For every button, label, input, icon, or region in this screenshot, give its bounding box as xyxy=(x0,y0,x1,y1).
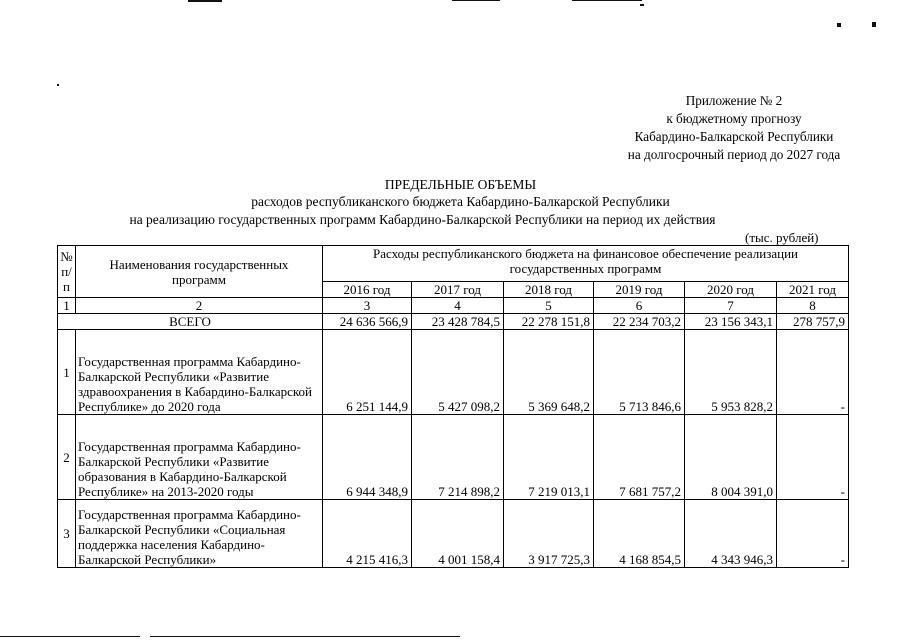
column-number: 4 xyxy=(412,298,504,314)
appendix-note xyxy=(560,92,905,164)
appendix-line: к бюджетному прогнозу xyxy=(666,111,802,126)
row-value: - xyxy=(777,500,849,568)
total-value: 278 757,9 xyxy=(777,314,849,330)
table-row xyxy=(58,500,849,568)
column-number: 3 xyxy=(323,298,412,314)
row-value: 4 215 416,3 xyxy=(323,500,412,568)
row-value: 8 004 391,0 xyxy=(685,415,777,500)
total-value: 23 156 343,1 xyxy=(685,314,777,330)
column-number: 6 xyxy=(594,298,685,314)
program-name: Государственная программа Кабардино-Балкарской Республики «Развитие образования в Кабардино-Балкарской Республике» на 2013-2020 годы xyxy=(76,415,323,500)
header-expenses: Расходы республиканского бюджета на финансовое обеспечение реализации государственных программ xyxy=(323,246,849,282)
document-subtitle-2: на реализацию государственных программ Кабардино-Балкарской Республики на период их действия xyxy=(129,212,716,227)
row-value: - xyxy=(777,415,849,500)
units-label: (тыс. рублей) xyxy=(745,230,819,245)
column-number: 7 xyxy=(685,298,777,314)
row-num: 2 xyxy=(58,415,76,500)
row-value: 4 168 854,5 xyxy=(594,500,685,568)
total-value: 23 428 784,5 xyxy=(412,314,504,330)
row-value: 5 713 846,6 xyxy=(594,330,685,415)
total-value: 22 278 151,8 xyxy=(504,314,594,330)
row-value: 4 343 946,3 xyxy=(685,500,777,568)
appendix-line: Кабардино-Балкарской Республики xyxy=(634,129,834,144)
row-value: 5 427 098,2 xyxy=(412,330,504,415)
header-program-name: Наименования государственных программ xyxy=(76,246,323,298)
appendix-line: Приложение № 2 xyxy=(685,93,783,108)
row-value: 4 001 158,4 xyxy=(412,500,504,568)
row-value: 5 953 828,2 xyxy=(685,330,777,415)
program-name: Государственная программа Кабардино-Балкарской Республики «Социальная поддержка населения Кабардино-Балкарской Республики» xyxy=(76,500,323,568)
row-num: 1 xyxy=(58,330,76,415)
document-title: ПРЕДЕЛЬНЫЕ ОБЪЕМЫ xyxy=(384,177,537,192)
row-value: 7 219 013,1 xyxy=(504,415,594,500)
column-number: 1 xyxy=(58,298,76,314)
header-year: 2018 год xyxy=(504,282,594,298)
header-year: 2016 год xyxy=(323,282,412,298)
appendix-line: на долгосрочный период до 2027 года xyxy=(627,147,841,162)
total-row xyxy=(58,314,849,330)
column-number: 2 xyxy=(76,298,323,314)
row-value: 7 214 898,2 xyxy=(412,415,504,500)
total-label: ВСЕГО xyxy=(58,314,323,330)
row-value: 3 917 725,3 xyxy=(504,500,594,568)
header-year: 2020 год xyxy=(685,282,777,298)
column-number: 5 xyxy=(504,298,594,314)
column-number: 8 xyxy=(777,298,849,314)
row-value: 7 681 757,2 xyxy=(594,415,685,500)
row-value: 6 944 348,9 xyxy=(323,415,412,500)
row-value: - xyxy=(777,330,849,415)
header-num: № п/п xyxy=(58,246,76,298)
table-row xyxy=(58,330,849,415)
header-year: 2017 год xyxy=(412,282,504,298)
program-name: Государственная программа Кабардино-Балкарской Республики «Развитие здравоохранения в Кабардино-Балкарской Республике» до 2020 года xyxy=(76,330,323,415)
header-year: 2019 год xyxy=(594,282,685,298)
total-value: 22 234 703,2 xyxy=(594,314,685,330)
budget-table xyxy=(57,245,849,568)
row-num: 3 xyxy=(58,500,76,568)
total-value: 24 636 566,9 xyxy=(323,314,412,330)
row-value: 6 251 144,9 xyxy=(323,330,412,415)
row-value: 5 369 648,2 xyxy=(504,330,594,415)
header-year: 2021 год xyxy=(777,282,849,298)
document-subtitle: расходов республиканского бюджета Кабардино-Балкарской Республики xyxy=(251,194,670,209)
table-row xyxy=(58,415,849,500)
